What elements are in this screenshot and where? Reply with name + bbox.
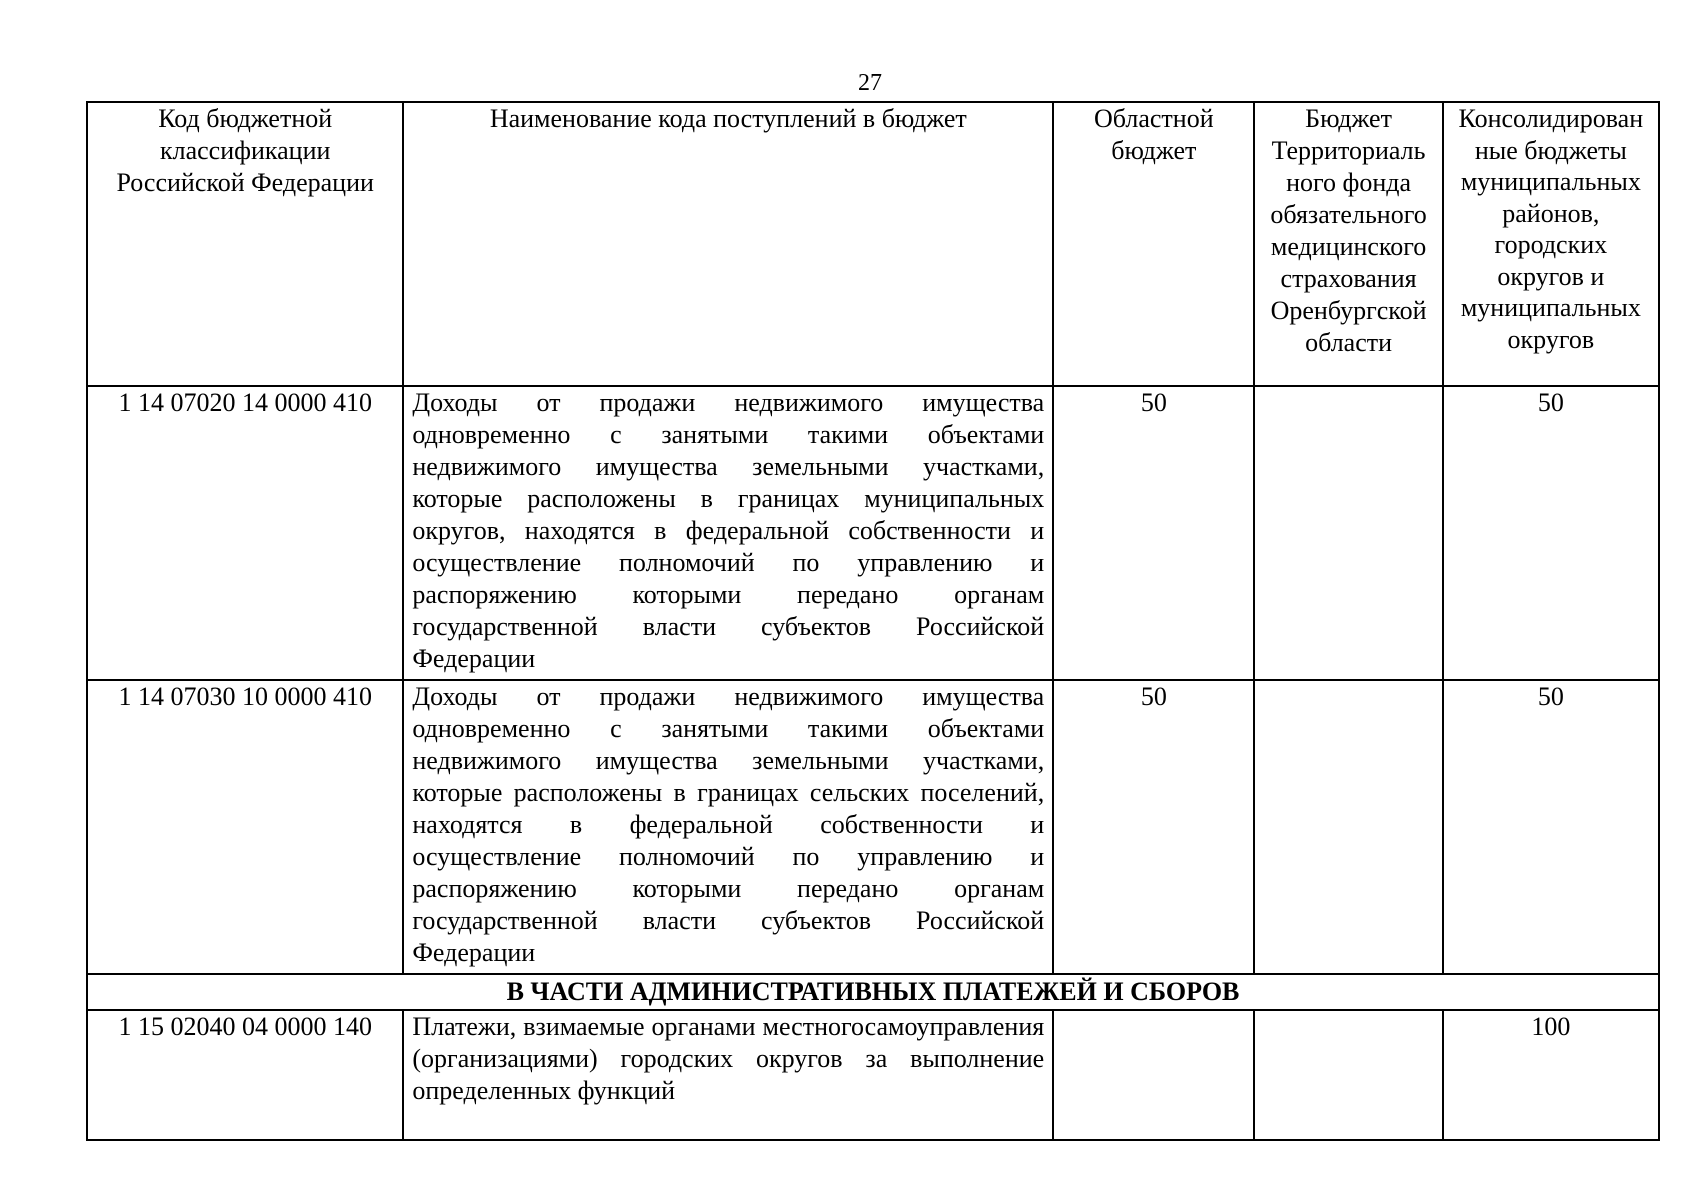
row-consolidated-value: 50 <box>1443 386 1659 680</box>
row-regional-value <box>1053 1010 1254 1140</box>
row-name: Платежи, взимаемые органами местногосамоуправления (организациями) городских округов за выполнение определенных функций <box>403 1010 1053 1140</box>
row-code: 1 14 07030 10 0000 410 <box>87 680 403 974</box>
header-regional-budget: Областной бюджет <box>1053 102 1254 386</box>
row-consolidated-value: 50 <box>1443 680 1659 974</box>
row-territorial-fund-value <box>1254 680 1442 974</box>
section-title: В ЧАСТИ АДМИНИСТРАТИВНЫХ ПЛАТЕЖЕЙ И СБОРОВ <box>87 974 1659 1010</box>
table-row <box>87 386 1659 680</box>
row-consolidated-value: 100 <box>1443 1010 1659 1140</box>
header-consolidated-budgets: Консолидирован ные бюджеты муниципальных районов, городских округов и муниципальных округов <box>1443 102 1659 386</box>
section-row <box>87 974 1659 1010</box>
header-territorial-fund: Бюджет Территориаль ного фонда обязательного медицинского страхования Оренбургской области <box>1254 102 1442 386</box>
row-code: 1 14 07020 14 0000 410 <box>87 386 403 680</box>
row-code: 1 15 02040 04 0000 140 <box>87 1010 403 1140</box>
table-row <box>87 1010 1659 1140</box>
row-territorial-fund-value <box>1254 386 1442 680</box>
row-regional-value: 50 <box>1053 680 1254 974</box>
row-territorial-fund-value <box>1254 1010 1442 1140</box>
header-name: Наименование кода поступлений в бюджет <box>403 102 1053 386</box>
row-name: Доходы от продажи недвижимого имущества одновременно с занятыми такими объектами недвижимого имущества земельными участками, которые расположены в границах муниципальных округов, находятся в федеральной собственности и осуществление полномочий по управлению и распоряжению которыми передано органам государственной власти субъектов Российской Федерации <box>403 386 1053 680</box>
budget-revenue-table <box>86 101 1660 1141</box>
row-name: Доходы от продажи недвижимого имущества одновременно с занятыми такими объектами недвижимого имущества земельными участками, которые расположены в границах сельских поселений, находятся в федеральной собственности и осуществление полномочий по управлению и распоряжению которыми передано органам государственной власти субъектов Российской Федерации <box>403 680 1053 974</box>
row-regional-value: 50 <box>1053 386 1254 680</box>
page-number: 27 <box>858 70 882 96</box>
table-row <box>87 680 1659 974</box>
header-code: Код бюджетной классификации Российской Федерации <box>87 102 403 386</box>
table-header-row <box>87 102 1659 386</box>
